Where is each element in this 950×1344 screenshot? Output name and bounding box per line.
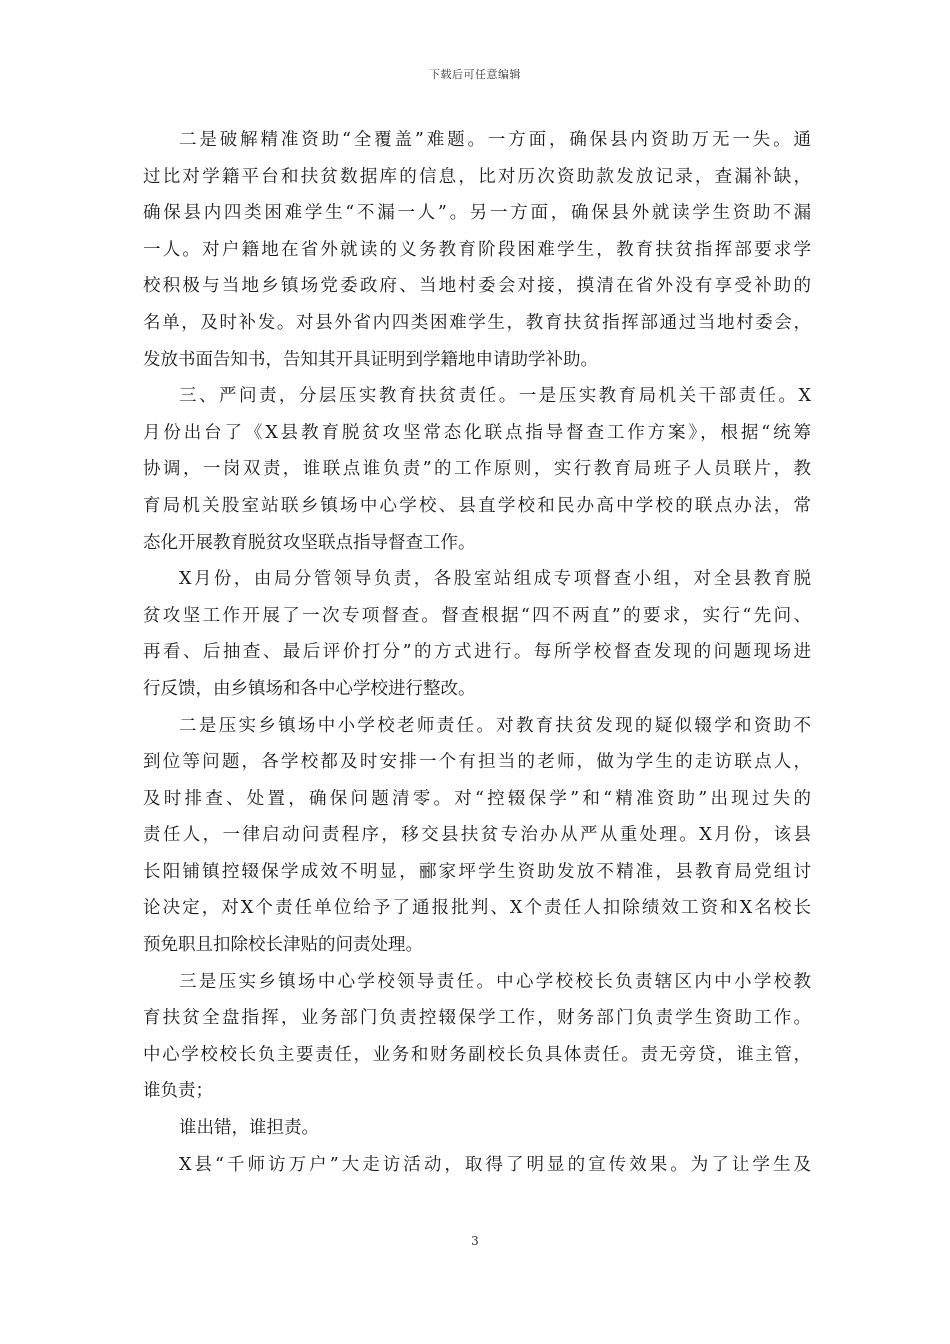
paragraph xyxy=(143,561,811,707)
text-line: 到位等问题，各学校都及时安排一个有担当的老师，做为学生的走访联点人， xyxy=(143,752,811,773)
page-header: 下载后可任意编辑 xyxy=(429,68,521,81)
text-line: 预免职且扣除校长津贴的问责处理。 xyxy=(143,935,423,956)
text-line: 校积极与当地乡镇场党委政府、当地村委会对接，摸清在省外没有享受补助的 xyxy=(143,276,811,297)
text-line: 确保县内四类困难学生“不漏一人”。另一方面，确保县外就读学生资助不漏 xyxy=(143,203,811,224)
text-line: 谁负责； xyxy=(143,1081,213,1102)
text-line: 三、严问责，分层压实教育扶贫责任。一是压实教育局机关干部责任。X xyxy=(179,386,811,407)
text-line: 论决定，对X个责任单位给予了通报批判、X个责任人扣除绩效工资和X名校长 xyxy=(143,898,811,919)
page-number: 3 xyxy=(471,1234,479,1248)
text-line: 长阳铺镇控辍保学成效不明显，郦家坪学生资助发放不精准，县教育局党组讨 xyxy=(143,861,811,882)
text-line: 及时排查、处置，确保问题清零。对“控辍保学”和“精准资助”出现过失的 xyxy=(143,788,811,809)
text-line: 责任人，一律启动问责程序，移交县扶贫专治办从严从重处理。X月份，该县 xyxy=(143,825,811,846)
text-line: 育局机关股室站联乡镇场中心学校、县直学校和民办高中学校的联点办法，常 xyxy=(143,495,811,516)
text-line: 月份出台了《X县教育脱贫攻坚常态化联点指导督查工作方案》，根据“统筹 xyxy=(143,422,811,443)
text-line: 育扶贫全盘指挥，业务部门负责控辍保学工作，财务部门负责学生资助工作。 xyxy=(143,1008,811,1029)
text-line: 发放书面告知书，告知其开具证明到学籍地申请助学补助。 xyxy=(143,349,598,370)
paragraph xyxy=(143,708,811,964)
text-line: 贫攻坚工作开展了一次专项督查。督查根据“四不两直”的要求，实行“先问、 xyxy=(143,605,811,626)
text-line: X月份，由局分管领导负责，各股室站组成专项督查小组，对全县教育脱 xyxy=(179,569,811,590)
text-line: 中心学校校长负主要责任，业务和财务副校长负具体责任。责无旁贷，谁主管， xyxy=(143,1044,811,1065)
text-line: 协调，一岗双责，谁联点谁负责”的工作原则，实行教育局班子人员联片，教 xyxy=(143,459,811,480)
paragraph xyxy=(143,378,811,561)
text-line: 一人。对户籍地在省外就读的义务教育阶段困难学生，教育扶贫指挥部要求学 xyxy=(143,239,811,260)
text-line: 行反馈，由乡镇场和各中心学校进行整改。 xyxy=(143,678,476,699)
text-line: X县“千师访万户”大走访活动，取得了明显的宣传效果。为了让学生及 xyxy=(179,1154,811,1175)
document-body xyxy=(143,122,811,1183)
paragraph xyxy=(143,122,811,378)
paragraph xyxy=(143,1147,811,1184)
text-line: 再看、后抽查、最后评价打分”的方式进行。每所学校督查发现的问题现场进 xyxy=(143,642,811,663)
paragraph xyxy=(143,1110,811,1147)
text-line: 过比对学籍平台和扶贫数据库的信息，比对历次资助款发放记录，查漏补缺， xyxy=(143,166,811,187)
text-line: 二是破解精准资助“全覆盖”难题。一方面，确保县内资助万无一失。通 xyxy=(179,130,811,150)
text-line: 二是压实乡镇场中小学校老师责任。对教育扶贫发现的疑似辍学和资助不 xyxy=(179,715,811,736)
text-line: 谁出错，谁担责。 xyxy=(179,1118,319,1139)
paragraph xyxy=(143,964,811,1110)
text-line: 名单，及时补发。对县外省内四类困难学生，教育扶贫指挥部通过当地村委会， xyxy=(143,312,811,333)
text-line: 态化开展教育脱贫攻坚联点指导督查工作。 xyxy=(143,532,476,553)
text-line: 三是压实乡镇场中心学校领导责任。中心学校校长负责辖区内中小学校教 xyxy=(179,971,811,992)
